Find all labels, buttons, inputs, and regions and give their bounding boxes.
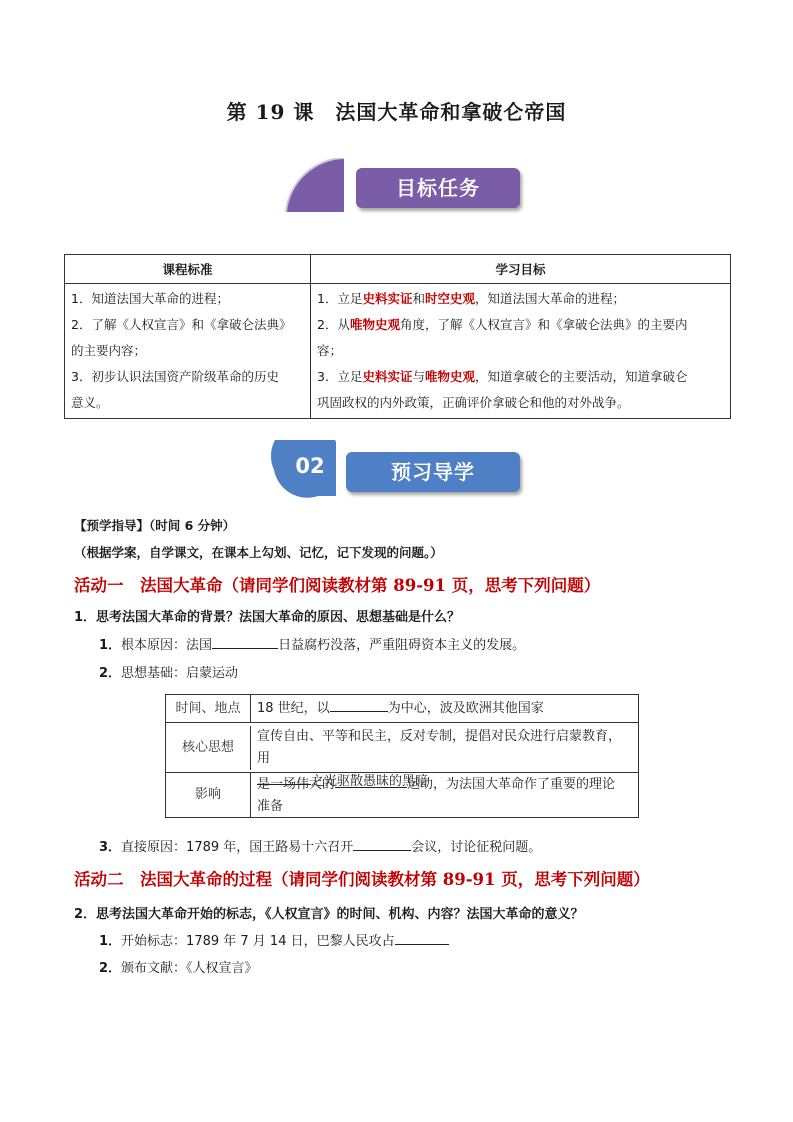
- activity-two-question: 2．思考法国大革命开始的标志，《人权宣言》的时间、机构、内容？法国大革命的意义？: [74, 907, 584, 922]
- section-banner-preview: [270, 440, 526, 498]
- enlightenment-table: [165, 694, 639, 818]
- standards-cell: [65, 284, 311, 419]
- objective-line: 容；: [317, 343, 343, 358]
- banner-label-preview: 预习导学: [346, 452, 520, 492]
- activity-two-heading: 活动二 法国大革命的过程（请同学们阅读教材第 89-91 页，思考下列问题）: [74, 870, 650, 889]
- section-banner-objectives: [282, 158, 527, 220]
- standard-line: 3．初步认识法国资产阶级革命的历史: [71, 369, 279, 384]
- preview-guide-heading: 【预学指导】（时间 6 分钟）: [74, 518, 236, 533]
- objective-line: 3．立足史料实证与唯物史观，知道拿破仑的主要活动，知道拿破仑: [317, 369, 688, 384]
- table-row: [166, 773, 638, 817]
- fill-blank[interactable]: [353, 836, 411, 851]
- banner-number: 02: [295, 454, 325, 478]
- activity-one-heading: 活动一 法国大革命（请同学们阅读教材第 89-91 页，思考下列问题）: [74, 576, 601, 595]
- list-item: 1．开始标志：1789 年 7 月 14 日，巴黎人民攻占: [99, 930, 449, 949]
- row-value: 是一场伟大的 运动，为法国大革命作了重要的理论 准备: [250, 773, 638, 817]
- standard-line: 1．知道法国大革命的进程；: [71, 291, 229, 306]
- page-title: 第 19 课 法国大革命和拿破仑帝国: [226, 100, 567, 124]
- fill-blank[interactable]: [335, 773, 407, 788]
- objectives-cell: [311, 284, 731, 419]
- table-row: [166, 723, 638, 789]
- objective-line: 巩固政权的内外政策，正确评价拿破仑和他的对外战争。: [317, 395, 630, 410]
- row-value: 宣传自由、平等和民主，反对专制，提倡对民众进行启蒙教育，用 之光驱散愚昧的黑暗: [250, 726, 638, 770]
- standard-line: 的主要内容；: [71, 343, 147, 358]
- table-header-standard: 课程标准: [65, 255, 311, 284]
- objective-line: 2．从唯物史观角度，了解《人权宣言》和《拿破仑法典》的主要内: [317, 317, 688, 332]
- fill-blank[interactable]: [330, 697, 388, 712]
- objective-line: 1．立足史料实证和时空史观，知道法国大革命的进程；: [317, 291, 626, 306]
- list-item: 3．直接原因：1789 年，国王路易十六召开 会议，讨论征税问题。: [99, 836, 541, 855]
- fill-blank[interactable]: [395, 930, 449, 945]
- fill-blank[interactable]: [212, 634, 278, 649]
- list-item: 2．思想基础：启蒙运动: [99, 666, 239, 681]
- table-header-objective: 学习目标: [311, 255, 731, 284]
- row-label: 核心思想: [181, 740, 234, 755]
- list-item: 1．根本原因：法国 日益腐朽没落，严重阻碍资本主义的发展。: [99, 634, 525, 653]
- list-item: 2．颁布文献：《人权宣言》: [99, 961, 258, 976]
- row-label: 影响: [194, 787, 221, 802]
- table-row: [166, 695, 638, 723]
- standards-table: [64, 254, 731, 419]
- row-label: 时间、地点: [175, 701, 241, 716]
- preview-guide-instructions: （根据学案，自学课文，在课本上勾划、记忆，记下发现的问题。）: [74, 545, 443, 560]
- banner-disc-icon: [282, 158, 352, 220]
- standard-line: 意义。: [71, 395, 109, 410]
- activity-one-question: 1．思考法国大革命的背景？法国大革命的原因、思想基础是什么？: [74, 610, 461, 625]
- banner-label-objectives: 目标任务: [356, 168, 520, 208]
- standard-line: 2．了解《人权宣言》和《拿破仑法典》: [71, 317, 292, 332]
- row-value: 18 世纪，以 为中心，波及欧洲其他国家: [250, 695, 638, 723]
